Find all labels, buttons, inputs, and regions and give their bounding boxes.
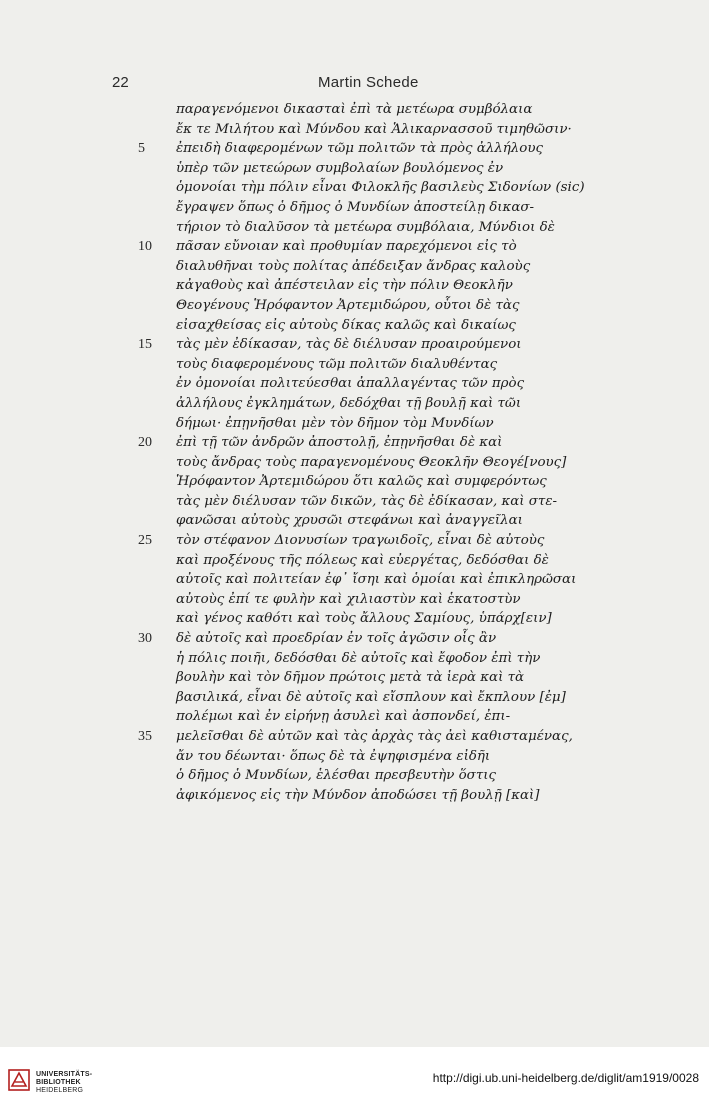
line-text: κἀγαθοὺς καὶ ἀπέστειλαν εἰς τὴν πόλιν Θεοκλῆν [176, 278, 513, 294]
logo-line-3: HEIDELBERG [36, 1087, 84, 1094]
library-logo-text [36, 1071, 92, 1095]
text-line [0, 453, 709, 473]
text-line [0, 355, 709, 375]
line-text: φανῶσαι αὐτοὺς χρυσῶι στεφάνωι καὶ ἀναγγεῖλαι [176, 513, 523, 529]
text-line [0, 159, 709, 179]
line-text: τήριον τὸ διαλῦσον τὰ μετέωρα συμβόλαια, Μύνδιοι δὲ [176, 219, 555, 235]
line-number: 15 [138, 337, 152, 353]
line-text: αὐτοῖς καὶ πολιτείαν ἐφ᾽ ἴσηι καὶ ὁμοίαι καὶ ἐπικληρῶσαι [176, 572, 577, 588]
logo-line-2: BIBLIOTHEK [36, 1079, 81, 1086]
line-text: τὰς μὲν διέλυσαν τῶν δικῶν, τὰς δὲ ἐδίκασαν, καὶ στε- [176, 493, 558, 509]
line-text: πολέμωι καὶ ἐν εἰρήνῃ ἀσυλεὶ καὶ ἀσπονδεί, ἐπι- [176, 709, 511, 725]
text-line [0, 570, 709, 590]
line-text: ἀλλήλους ἐγκλημάτων, δεδόχθαι τῇ βουλῇ καὶ τῶι [176, 395, 522, 411]
line-number: 10 [138, 239, 152, 255]
text-line [0, 237, 709, 257]
line-text: ἔκ τε Μιλήτου καὶ Μύνδου καὶ Ἁλικαρνασσοῦ τιμηθῶσιν· [176, 121, 572, 137]
text-line [0, 590, 709, 610]
text-line [0, 316, 709, 336]
line-text: βασιλικά, εἶναι δὲ αὐτοῖς καὶ εἴσπλουν καὶ ἔκπλουν [ἐμ] [176, 689, 566, 705]
footer-bar [0, 1047, 709, 1111]
text-line [0, 766, 709, 786]
line-text: εἰσαχθείσας εἰς αὐτοὺς δίκας καλῶς καὶ δικαίως [176, 317, 516, 333]
text-line [0, 394, 709, 414]
line-number: 35 [138, 729, 152, 744]
text-line [0, 707, 709, 727]
text-line [0, 296, 709, 316]
line-number: 5 [138, 141, 145, 157]
line-text: Θεογένους Ἡρόφαντον Ἀρτεμιδώρου, οὗτοι δὲ τὰς [176, 297, 520, 313]
text-line [0, 551, 709, 571]
line-text: Ἡρόφαντον Ἀρτεμιδώρου ὅτι καλῶς καὶ συμφερόντως [176, 474, 547, 490]
page-header [0, 74, 709, 94]
text-line [0, 139, 709, 159]
text-line [0, 100, 709, 120]
line-text: ὁμονοίαι τὴμ πόλιν εἶναι Φιλοκλῆς βασιλεὺς Σιδονίων (sic) [176, 180, 585, 196]
text-line [0, 276, 709, 296]
text-line [0, 668, 709, 688]
line-text: ἐπὶ τῇ τῶν ἀνδρῶν ἀποστολῇ, ἐπῃνῆσθαι δὲ καὶ [176, 435, 503, 451]
text-line [0, 178, 709, 198]
line-text: ἐν ὁμονοίαι πολιτεύεσθαι ἀπαλλαγέντας τῶν πρὸς [176, 376, 525, 392]
line-text: ἔγραψεν ὅπως ὁ δῆμος ὁ Μυνδίων ἀποστείλῃ δικασ- [176, 199, 535, 215]
line-text: δὲ αὐτοῖς καὶ προεδρίαν ἐν τοῖς ἀγῶσιν οἷς ἂν [176, 631, 497, 647]
text-line [0, 727, 709, 747]
line-number: 20 [138, 435, 152, 451]
line-text: καὶ προξένους τῆς πόλεως καὶ εὐεργέτας, δεδόσθαι δὲ [176, 552, 549, 568]
line-text: ὑπὲρ τῶν μετεώρων συμβολαίων βουλόμενος ἐν [176, 160, 504, 176]
line-text: καὶ γένος καθότι καὶ τοὺς ἄλλους Σαμίους, ὑπάρχ[ειν] [176, 611, 552, 627]
line-text: ἡ πόλις ποιῆι, δεδόσθαι δὲ αὐτοῖς καὶ ἔφοδον ἐπὶ τὴν [176, 650, 541, 666]
text-line [0, 629, 709, 649]
line-text: τὸν στέφανον Διονυσίων τραγωιδοῖς, εἶναι δὲ αὐτοὺς [176, 533, 545, 549]
text-line [0, 335, 709, 355]
line-text: τὰς μὲν ἐδίκασαν, τὰς δὲ διέλυσαν προαιρούμενοι [176, 337, 522, 353]
text-line [0, 688, 709, 708]
line-text: τοὺς διαφερομένους τῶμ πολιτῶν διαλυθέντας [176, 356, 498, 372]
library-logo[interactable] [8, 1067, 98, 1103]
line-text: ἐπειδὴ διαφερομένων τῶμ πολιτῶν τὰ πρὸς ἀλλήλους [176, 141, 543, 157]
page-number: 22 [112, 74, 129, 91]
text-line [0, 649, 709, 669]
line-number: 30 [138, 631, 152, 647]
logo-line-1: UNIVERSITÄTS- [36, 1071, 93, 1078]
line-text: βουλὴν καὶ τὸν δῆμον πρώτοις μετὰ τὰ ἱερὰ καὶ τὰ [176, 670, 525, 686]
text-line [0, 414, 709, 434]
text-line [0, 511, 709, 531]
text-line [0, 472, 709, 492]
text-line [0, 433, 709, 453]
line-text: μελεῖσθαι δὲ αὐτῶν καὶ τὰς ἀρχὰς τὰς ἀεὶ καθισταμένας, [176, 729, 573, 744]
line-text: δήμωι· ἐπῃνῆσθαι μὲν τὸν δῆμον τὸμ Μυνδίων [176, 415, 494, 431]
text-line [0, 786, 709, 806]
line-text: ὁ δῆμος ὁ Μυνδίων, ἑλέσθαι πρεσβευτὴν ὅστις [176, 768, 496, 784]
text-line [0, 747, 709, 767]
text-line [0, 120, 709, 140]
text-line [0, 531, 709, 551]
line-text: ἀφικόμενος εἰς τὴν Μύνδον ἀποδώσει τῇ βουλῇ [καὶ] [176, 787, 540, 803]
line-text: παραγενόμενοι δικασταὶ ἐπὶ τὰ μετέωρα συμβόλαια [176, 102, 533, 117]
line-number: 25 [138, 533, 152, 549]
library-seal-icon [8, 1069, 30, 1091]
digital-source-link[interactable]: http://digi.ub.uni-heidelberg.de/diglit/am1919/0028 [432, 1071, 699, 1085]
line-text: διαλυθῆναι τοὺς πολίτας ἀπέδειξαν ἄνδρας καλοὺς [176, 258, 531, 274]
line-text: τοὺς ἄνδρας τοὺς παραγενομένους Θεοκλῆν Θεογέ[νους] [176, 454, 567, 470]
text-line [0, 198, 709, 218]
line-text: ἄν του δέωνται· ὅπως δὲ τὰ ἐψηφισμένα εἰδῆι [176, 748, 491, 764]
running-title: Martin Schede [318, 74, 419, 91]
text-line [0, 609, 709, 629]
text-line [0, 374, 709, 394]
text-line [0, 218, 709, 238]
line-text: αὐτοὺς ἐπί τε φυλὴν καὶ χιλιαστὺν καὶ ἑκατοστὺν [176, 591, 521, 607]
line-text: πᾶσαν εὔνοιαν καὶ προθυμίαν παρεχόμενοι εἰς τὸ [176, 239, 517, 255]
inscription-text [0, 100, 709, 805]
text-line [0, 257, 709, 277]
text-line [0, 492, 709, 512]
